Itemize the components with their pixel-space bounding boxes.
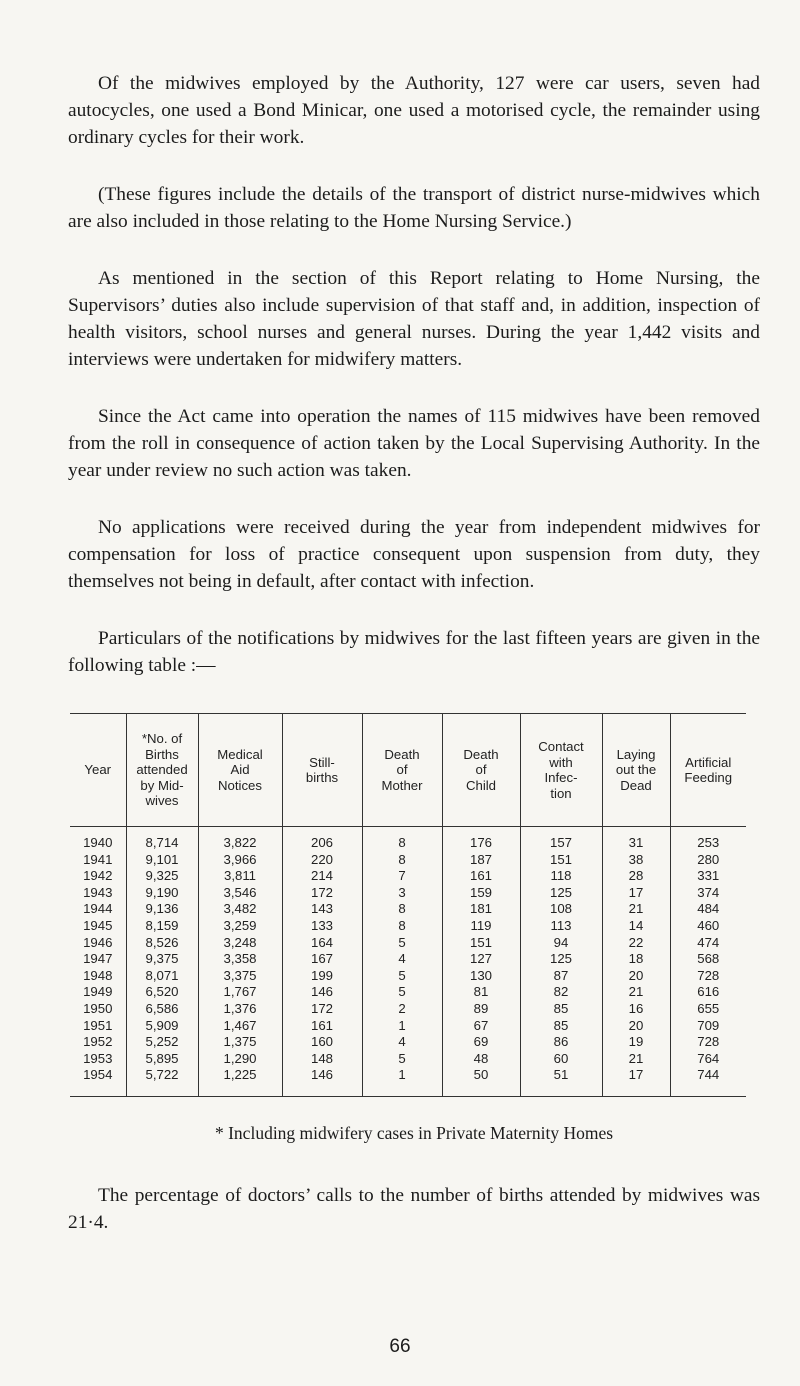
header-year: Year — [70, 714, 126, 827]
table-cell: 5,895 — [126, 1051, 198, 1068]
table-cell: 18 — [602, 951, 670, 968]
table-cell: 146 — [282, 984, 362, 1001]
table-body — [70, 827, 746, 1097]
table-cell: 1943 — [83, 884, 113, 900]
table-cell: 87 — [520, 968, 602, 985]
table-cell: 5 — [362, 1051, 442, 1068]
table-cell: 374 — [670, 885, 746, 902]
table-cell: 1952 — [83, 1034, 113, 1050]
table-cell: 1949 — [83, 984, 113, 1000]
table-cell: 161 — [282, 1018, 362, 1035]
table-cell: 118 — [520, 868, 602, 885]
table-cell: 1941 — [83, 851, 113, 867]
table-cell: 8 — [362, 827, 442, 852]
table-cell: 3,259 — [198, 918, 282, 935]
table-cell: 5,252 — [126, 1034, 198, 1051]
table-cell: 82 — [520, 984, 602, 1001]
table-cell: 164 — [282, 935, 362, 952]
table-cell: 51 — [520, 1067, 602, 1096]
table-cell: 31 — [602, 827, 670, 852]
table-row — [70, 984, 746, 1001]
table-cell: 17 — [602, 1067, 670, 1096]
table-cell: 159 — [442, 885, 520, 902]
table-cell: 568 — [670, 951, 746, 968]
table-cell: 728 — [670, 1034, 746, 1051]
table-cell: 81 — [442, 984, 520, 1001]
table-cell: 1,225 — [198, 1067, 282, 1096]
table-cell: 113 — [520, 918, 602, 935]
table-cell: 176 — [442, 827, 520, 852]
table-cell: 14 — [602, 918, 670, 935]
table-cell: 616 — [670, 984, 746, 1001]
table-cell: 1,290 — [198, 1051, 282, 1068]
table-cell: 460 — [670, 918, 746, 935]
table-cell: 143 — [282, 901, 362, 918]
table-cell: 5 — [362, 968, 442, 985]
table-cell: 187 — [442, 852, 520, 869]
paragraph-table-intro: Particulars of the notifications by midwives for the last fifteen years are given in the following table :— — [68, 628, 760, 676]
table-cell: 1951 — [83, 1017, 113, 1033]
table-cell: 85 — [520, 1001, 602, 1018]
table-cell: 67 — [442, 1018, 520, 1035]
table-cell: 20 — [602, 1018, 670, 1035]
table-cell: 17 — [602, 885, 670, 902]
paragraph-supervisors: As mentioned in the section of this Report relating to Home Nursing, the Supervisors’ duties also include supervision of that staff and, in addition, inspection of health visitors, school nurses and general nurses. During the year 1,442 visits and interviews were undertaken for midwifery matters. — [68, 268, 760, 370]
table-cell: 69 — [442, 1034, 520, 1051]
table-footnote: * Including midwifery cases in Private Maternity Homes — [214, 1122, 614, 1143]
table-cell: 20 — [602, 968, 670, 985]
table-row — [70, 918, 746, 935]
table-cell: 22 — [602, 935, 670, 952]
table-cell: 9,101 — [126, 852, 198, 869]
table-cell: 3,966 — [198, 852, 282, 869]
table-cell: 8 — [362, 901, 442, 918]
header-death-mother: Death of Mother — [362, 714, 442, 827]
table-cell: 4 — [362, 951, 442, 968]
table-cell: 119 — [442, 918, 520, 935]
paragraph-note: (These figures include the details of the transport of district nurse-midwives which are also included in those relating to the Home Nursing Service.) — [68, 184, 760, 232]
table-cell: 6,520 — [126, 984, 198, 1001]
table-cell: 19 — [602, 1034, 670, 1051]
table-cell: 3,811 — [198, 868, 282, 885]
table-cell: 28 — [602, 868, 670, 885]
table-row — [70, 827, 746, 852]
table-cell: 655 — [670, 1001, 746, 1018]
table-cell: 1954 — [83, 1067, 113, 1083]
paragraph-compensation: No applications were received during the year from independent midwives for compensation for loss of practice consequent upon suspension from duty, they themselves not being in default, after contact with infection. — [68, 517, 760, 592]
table-cell: 3,482 — [198, 901, 282, 918]
table-cell: 94 — [520, 935, 602, 952]
table-cell: 85 — [520, 1018, 602, 1035]
table-cell: 167 — [282, 951, 362, 968]
table-cell: 50 — [442, 1067, 520, 1096]
table-cell: 280 — [670, 852, 746, 869]
table-cell: 125 — [520, 951, 602, 968]
table-row — [70, 1034, 746, 1051]
table-cell: 199 — [282, 968, 362, 985]
table-cell: 8,526 — [126, 935, 198, 952]
table-cell: 3,546 — [198, 885, 282, 902]
table-cell: 206 — [282, 827, 362, 852]
table-cell: 8 — [362, 918, 442, 935]
table-row — [70, 968, 746, 985]
table-cell: 9,190 — [126, 885, 198, 902]
table-cell: 1,467 — [198, 1018, 282, 1035]
table-cell: 86 — [520, 1034, 602, 1051]
table-cell: 89 — [442, 1001, 520, 1018]
table-cell: 331 — [670, 868, 746, 885]
page-number: 66 — [389, 1336, 411, 1357]
table-cell: 1945 — [83, 917, 113, 933]
table-cell: 5,909 — [126, 1018, 198, 1035]
table-cell: 130 — [442, 968, 520, 985]
table-cell: 1 — [362, 1018, 442, 1035]
table-cell: 181 — [442, 901, 520, 918]
table-cell: 60 — [520, 1051, 602, 1068]
table-header-row — [70, 714, 746, 827]
table-cell: 127 — [442, 951, 520, 968]
table-cell: 1947 — [83, 951, 113, 967]
table-cell: 474 — [670, 935, 746, 952]
notifications-table — [70, 713, 746, 1097]
header-births: *No. of Births attended by Mid- wives — [126, 714, 198, 827]
table-cell: 38 — [602, 852, 670, 869]
table-row — [70, 951, 746, 968]
table-cell: 21 — [602, 1051, 670, 1068]
table-row — [70, 1067, 746, 1096]
table-cell: 2 — [362, 1001, 442, 1018]
table-cell: 1950 — [83, 1000, 113, 1016]
table-cell: 172 — [282, 1001, 362, 1018]
table-cell: 146 — [282, 1067, 362, 1096]
table-cell: 8,159 — [126, 918, 198, 935]
table-cell: 1 — [362, 1067, 442, 1096]
table-cell: 5 — [362, 935, 442, 952]
table-cell: 8,714 — [126, 827, 198, 852]
table-cell: 151 — [442, 935, 520, 952]
table-cell: 160 — [282, 1034, 362, 1051]
table-cell: 8,071 — [126, 968, 198, 985]
table-cell: 21 — [602, 984, 670, 1001]
table-cell: 1948 — [83, 967, 113, 983]
table-cell: 6,586 — [126, 1001, 198, 1018]
table-cell: 220 — [282, 852, 362, 869]
table-cell: 9,325 — [126, 868, 198, 885]
table-row — [70, 885, 746, 902]
table-cell: 172 — [282, 885, 362, 902]
table-cell: 4 — [362, 1034, 442, 1051]
table-cell: 1940 — [83, 835, 113, 850]
table-cell: 5 — [362, 984, 442, 1001]
table-cell: 253 — [670, 827, 746, 852]
table-cell: 1944 — [83, 901, 113, 917]
table-cell: 133 — [282, 918, 362, 935]
table-cell: 48 — [442, 1051, 520, 1068]
table-cell: 764 — [670, 1051, 746, 1068]
table-cell: 3,248 — [198, 935, 282, 952]
table-cell: 3,375 — [198, 968, 282, 985]
table-row — [70, 852, 746, 869]
table-cell: 1946 — [83, 934, 113, 950]
table-row — [70, 935, 746, 952]
header-stillbirths: Still- births — [282, 714, 362, 827]
paragraph-doctors-calls: The percentage of doctors’ calls to the number of births attended by midwives was 21·4. — [68, 1184, 760, 1233]
table-cell: 148 — [282, 1051, 362, 1068]
header-medical-aid: Medical Aid Notices — [198, 714, 282, 827]
table-cell: 484 — [670, 901, 746, 918]
table-row — [70, 1051, 746, 1068]
table-row — [70, 1018, 746, 1035]
table-cell: 1,767 — [198, 984, 282, 1001]
table-row — [70, 868, 746, 885]
table-cell: 744 — [670, 1067, 746, 1096]
table-cell: 125 — [520, 885, 602, 902]
table-cell: 728 — [670, 968, 746, 985]
table-cell: 151 — [520, 852, 602, 869]
table-cell: 9,136 — [126, 901, 198, 918]
table-cell: 3,358 — [198, 951, 282, 968]
table-cell: 709 — [670, 1018, 746, 1035]
table-cell: 21 — [602, 901, 670, 918]
table-cell: 7 — [362, 868, 442, 885]
table-cell: 161 — [442, 868, 520, 885]
table-cell: 108 — [520, 901, 602, 918]
table-cell: 1953 — [83, 1050, 113, 1066]
header-laying-out: Laying out the Dead — [602, 714, 670, 827]
header-contact-infection: Contact with Infec- tion — [520, 714, 602, 827]
table-cell: 5,722 — [126, 1067, 198, 1096]
table-cell: 9,375 — [126, 951, 198, 968]
table-cell: 3 — [362, 885, 442, 902]
table-cell: 1942 — [83, 868, 113, 884]
header-artificial-feeding: Artificial Feeding — [670, 714, 746, 827]
paragraph-removals: Since the Act came into operation the names of 115 midwives have been removed from the roll in consequence of action taken by the Local Supervising Authority. In the year under review no such action was taken. — [68, 406, 760, 481]
table-cell: 8 — [362, 852, 442, 869]
table-cell: 1,376 — [198, 1001, 282, 1018]
table-cell: 3,822 — [198, 827, 282, 852]
document-page — [68, 70, 760, 1255]
table-cell: 1,375 — [198, 1034, 282, 1051]
paragraph-transport: Of the midwives employed by the Authority, 127 were car users, seven had autocycles, one used a Bond Minicar, one used a motorised cycle, the remainder using ordinary cycles for their work. — [68, 73, 760, 148]
table-row — [70, 901, 746, 918]
table-row — [70, 1001, 746, 1018]
table-cell: 214 — [282, 868, 362, 885]
table-cell: 157 — [520, 827, 602, 852]
header-death-child: Death of Child — [442, 714, 520, 827]
table-cell: 16 — [602, 1001, 670, 1018]
